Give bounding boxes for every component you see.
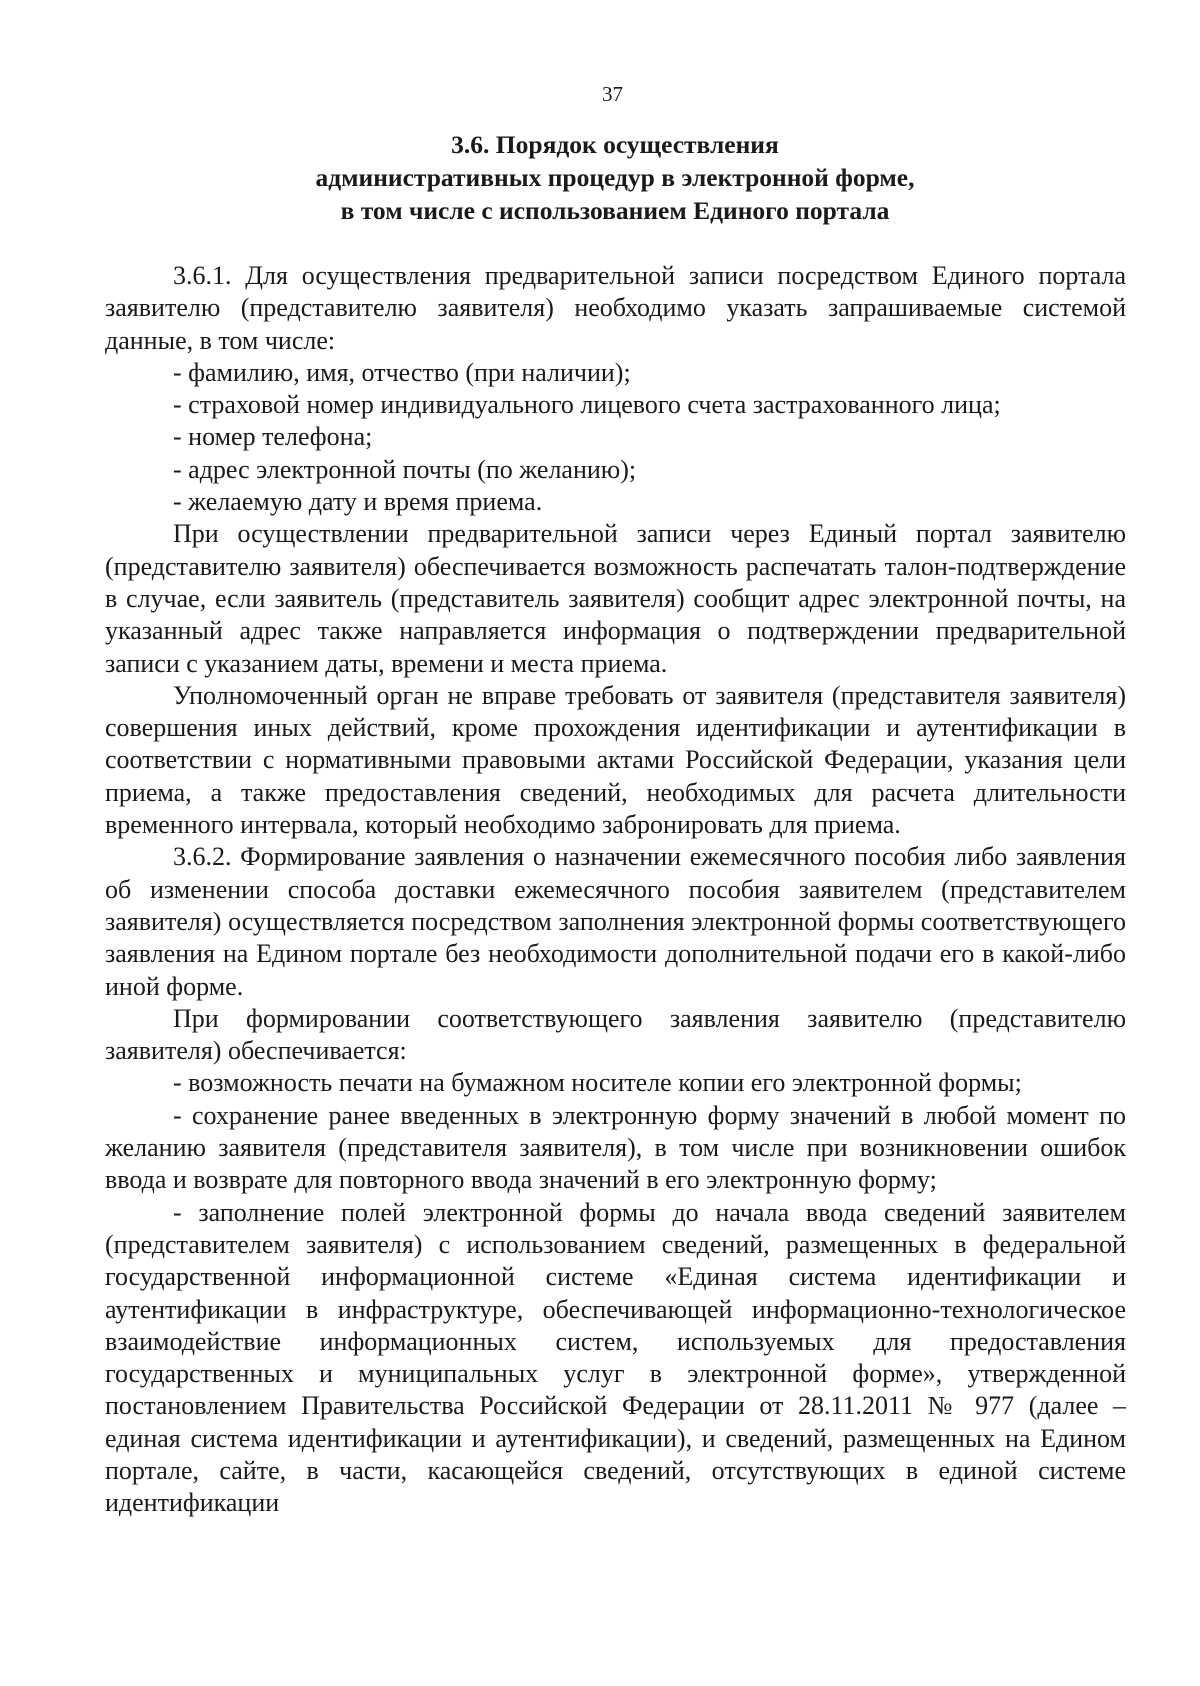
heading-line-2: административных процедур в электронной форме, xyxy=(315,163,915,192)
paragraph-3-6-2: 3.6.2. Формирование заявления о назначении ежемесячного пособия либо заявления об изменении способа доставки ежемесячного пособия заявителем (представителем заявителя) осуществляется посредством заполнения электронной формы соответствующего заявления на Едином портале без необходимости дополнительной подачи его в какой-либо иной форме. xyxy=(105,842,1126,1001)
paragraph-application-forming: При формировании соответствующего заявления заявителю (представителю заявителя) обеспечивается: xyxy=(105,1003,1126,1066)
page-number: 37 xyxy=(602,82,623,106)
list-item: - адрес электронной почты (по желанию); xyxy=(173,454,637,484)
list-item: - возможность печати на бумажном носителе копии его электронной формы; xyxy=(173,1068,1022,1098)
paragraph-preliminary-booking: При осуществлении предварительной записи через Единый портал заявителю (представителю заявителя) обеспечивается возможность распечатать талон-подтверждение в случае, если заявитель (представитель заявителя) сообщит адрес электронной почты, на указанный адрес также направляется информация о подтверждении предварительной записи с указанием даты, времени и места приема. xyxy=(105,519,1126,678)
list-item: - страховой номер индивидуального лицевого счета застрахованного лица; xyxy=(173,390,1001,420)
list-item: - фамилию, имя, отчество (при наличии); xyxy=(173,357,631,387)
paragraph-3-6-1: 3.6.1. Для осуществления предварительной записи посредством Единого портала заявителю (представителю заявителя) необходимо указать запрашиваемые системой данные, в том числе: xyxy=(105,261,1126,355)
paragraph-authorized-body: Уполномоченный орган не вправе требовать от заявителя (представителя заявителя) совершения иных действий, кроме прохождения идентификации и аутентификации в соответствии с нормативными правовыми актами Российской Федерации, указания цели приема, а также предоставления сведений, необходимых для расчета длительности временного интервала, который необходимо забронировать для приема. xyxy=(105,680,1126,840)
list-item: - сохранение ранее введенных в электронную форму значений в любой момент по желанию заявителя (представителя заявителя), в том числе при возникновении ошибок ввода и возврате для повторного ввода значений в его электронную форму; xyxy=(105,1100,1126,1195)
document-body xyxy=(105,260,1126,1520)
heading-line-3: в том числе с использованием Единого портала xyxy=(340,196,890,225)
section-heading xyxy=(100,128,1130,227)
list-item: - желаемую дату и время приема. xyxy=(173,487,543,517)
list-item: - номер телефона; xyxy=(173,422,373,452)
list-item: - заполнение полей электронной формы до начала ввода сведений заявителем (представителем заявителя) с использованием сведений, размещенных в федеральной государственной информационной системе «Единая система идентификации и аутентификации в инфраструктуре, обеспечивающей информационно-технологическое взаимодействие информационных систем, используемых для предоставления государственных и муниципальных услуг в электронной форме», утвержденной постановлением Правительства Российской Федерации от 28.11.2011 № 977 (далее – единая система идентификации и аутентификации), и сведений, размещенных на Едином портале, сайте, в части, касающейся сведений, отсутствующих в единой системе идентификации xyxy=(105,1197,1126,1518)
heading-line-1: 3.6. Порядок осуществления xyxy=(451,130,779,159)
